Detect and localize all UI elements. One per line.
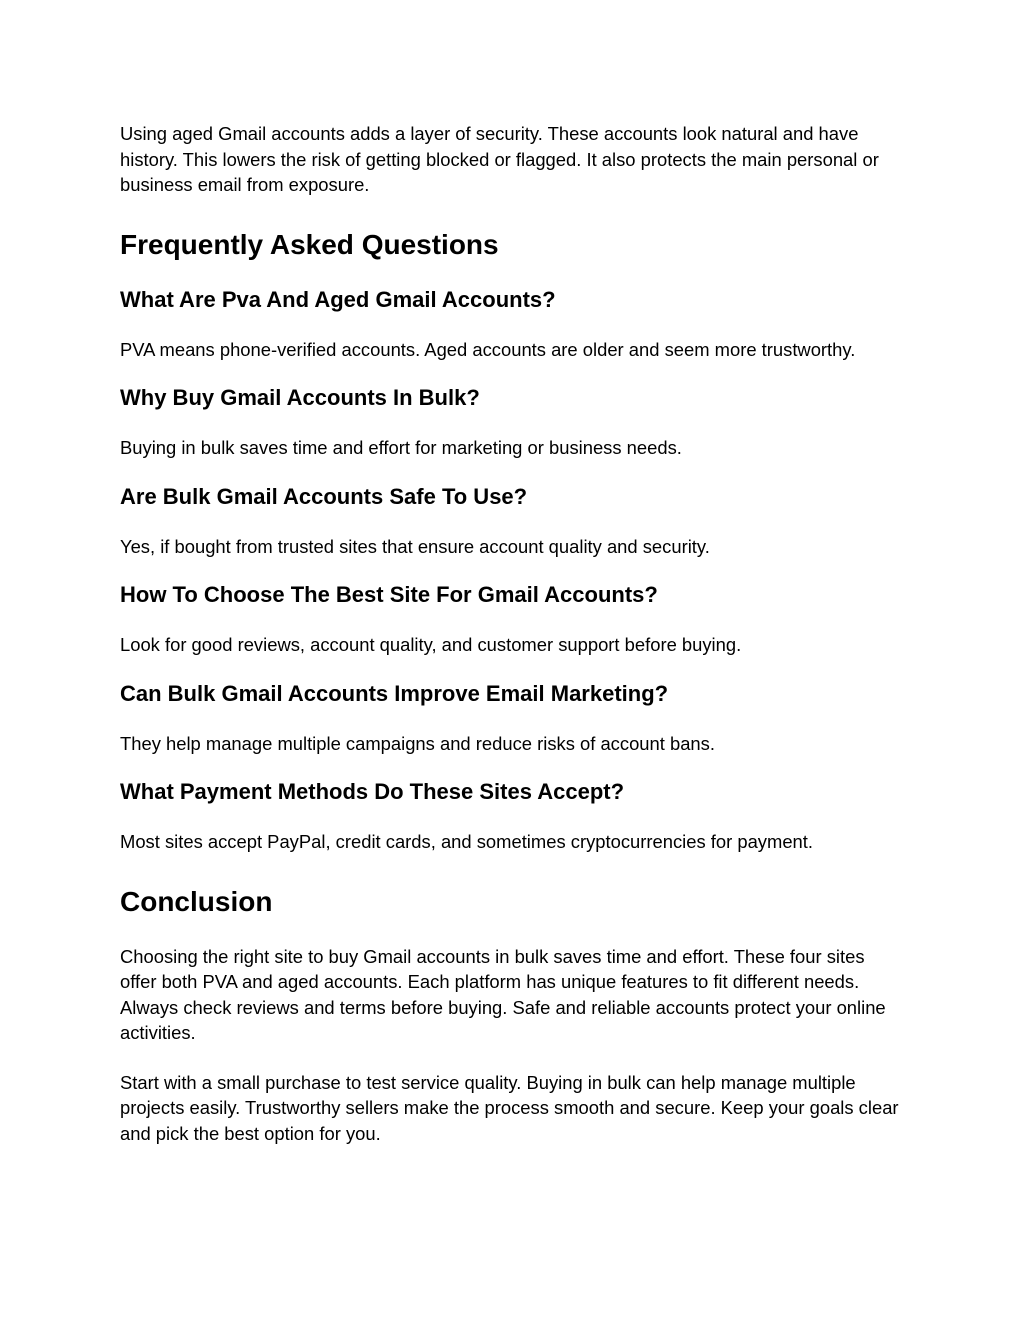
faq-question-1: What Are Pva And Aged Gmail Accounts? <box>120 286 556 312</box>
faq-answer-1 <box>120 337 904 363</box>
faq-answer-line: They help manage multiple campaigns and reduce risks of account bans. <box>120 732 715 754</box>
faq-answer-line: Look for good reviews, account quality, and customer support before buying. <box>120 634 742 655</box>
faq-answer-line: PVA means phone-verified accounts. Aged accounts are older and seem more trustworthy. <box>120 338 856 360</box>
conclusion-line: Choosing the right site to buy Gmail accounts in bulk saves time and effort. These four sites <box>120 945 865 967</box>
faq-answer-6 <box>120 829 904 855</box>
conclusion-heading: Conclusion <box>120 885 273 917</box>
conclusion-line: activities. <box>120 1022 196 1043</box>
intro-line: history. This lowers the risk of getting blocked or flagged. It also protects the main personal or <box>120 148 879 170</box>
intro-line: business email from exposure. <box>120 174 370 195</box>
conclusion-paragraph-2 <box>120 1070 904 1147</box>
faq-answer-line: Buying in bulk saves time and effort for marketing or business needs. <box>120 437 682 458</box>
faq-heading: Frequently Asked Questions <box>120 228 499 260</box>
faq-question-5: Can Bulk Gmail Accounts Improve Email Marketing? <box>120 680 669 706</box>
intro-line: Using aged Gmail accounts adds a layer of security. These accounts look natural and have <box>120 123 859 144</box>
faq-answer-3 <box>120 534 904 560</box>
faq-question-3: Are Bulk Gmail Accounts Safe To Use? <box>120 483 528 509</box>
intro-paragraph <box>120 121 904 198</box>
conclusion-line: Always check reviews and terms before buying. Safe and reliable accounts protect your online <box>120 996 886 1018</box>
conclusion-paragraph-1 <box>120 944 904 1046</box>
faq-answer-line: Most sites accept PayPal, credit cards, and sometimes cryptocurrencies for payment. <box>120 831 813 852</box>
faq-answer-4 <box>120 632 904 658</box>
conclusion-line: and pick the best option for you. <box>120 1122 381 1144</box>
faq-question-6: What Payment Methods Do These Sites Accept? <box>120 779 625 804</box>
faq-answer-2 <box>120 435 904 461</box>
faq-answer-line: Yes, if bought from trusted sites that ensure account quality and security. <box>120 535 710 557</box>
faq-question-2: Why Buy Gmail Accounts In Bulk? <box>120 385 480 410</box>
conclusion-line: offer both PVA and aged accounts. Each platform has unique features to fit different needs. <box>120 971 860 992</box>
faq-answer-5 <box>120 731 904 757</box>
faq-question-4: How To Choose The Best Site For Gmail Accounts? <box>120 582 658 607</box>
conclusion-line: Start with a small purchase to test service quality. Buying in bulk can help manage multiple <box>120 1071 856 1093</box>
conclusion-line: projects easily. Trustworthy sellers make the process smooth and secure. Keep your goals clear <box>120 1097 899 1118</box>
